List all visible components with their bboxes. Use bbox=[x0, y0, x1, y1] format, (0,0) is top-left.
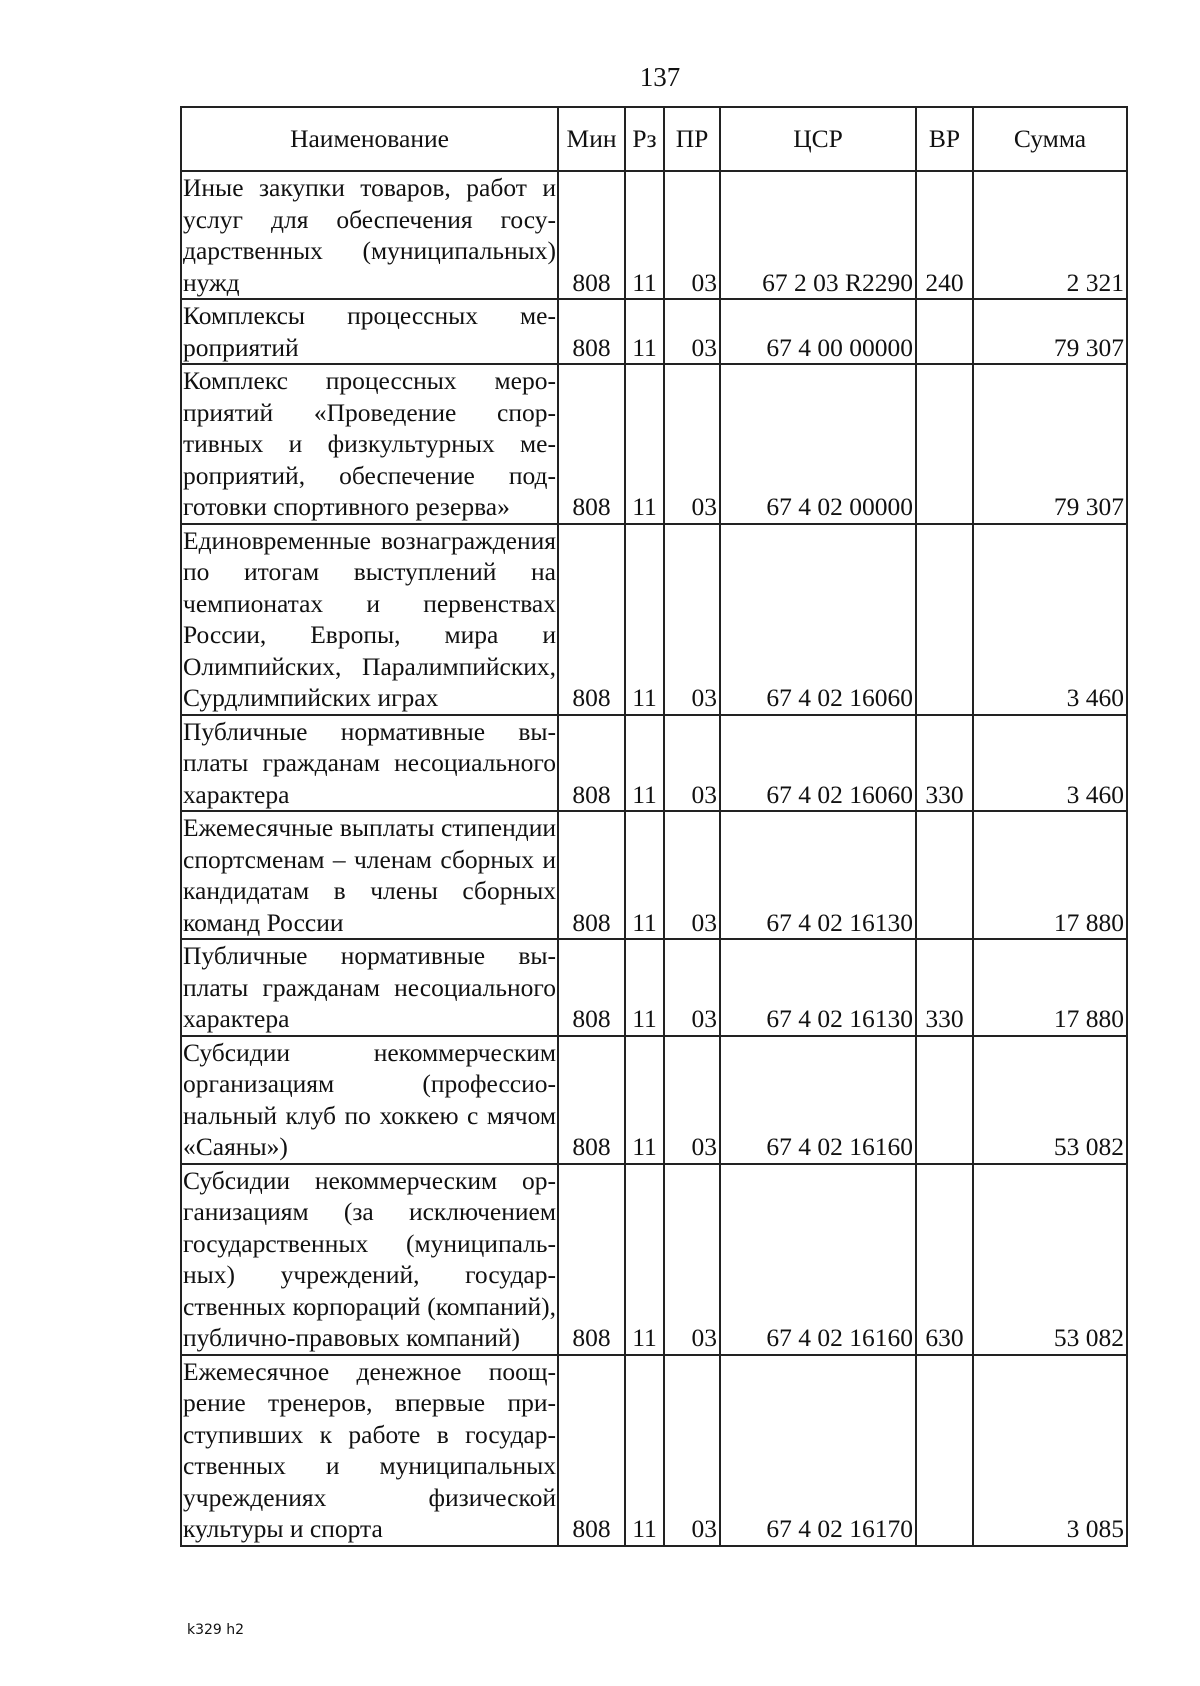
header-rz: Рз bbox=[625, 107, 664, 171]
row-pr: 03 bbox=[664, 171, 720, 299]
row-sum: 2 321 bbox=[973, 171, 1127, 299]
row-vr: 330 bbox=[916, 939, 973, 1036]
row-rz: 11 bbox=[625, 1355, 664, 1546]
row-min: 808 bbox=[558, 715, 625, 812]
row-vr bbox=[916, 1036, 973, 1164]
footer-code: k329 h2 bbox=[187, 1622, 245, 1638]
row-vr: 240 bbox=[916, 171, 973, 299]
header-sum: Сумма bbox=[973, 107, 1127, 171]
row-rz: 11 bbox=[625, 1036, 664, 1164]
row-sum: 3 085 bbox=[973, 1355, 1127, 1546]
row-pr: 03 bbox=[664, 299, 720, 364]
row-name: Комплекс процессных мероприятий «Проведение спортивных и физкультурных мероприятий, обеспечение подготовки спортивного резерва» bbox=[181, 364, 558, 524]
row-name: Ежемесячное денежное поощрение тренеров, впервые приступивших к работе в государственных и муниципальных учреждениях физической культуры и спорта bbox=[181, 1355, 558, 1546]
row-rz: 11 bbox=[625, 1164, 664, 1355]
row-csr: 67 2 03 R2290 bbox=[720, 171, 916, 299]
row-pr: 03 bbox=[664, 811, 720, 939]
row-name: Субсидии некоммерческим организациям (профессиональный клуб по хоккею с мячом «Саяны») bbox=[181, 1036, 558, 1164]
row-min: 808 bbox=[558, 939, 625, 1036]
row-rz: 11 bbox=[625, 364, 664, 524]
budget-table bbox=[180, 106, 1128, 1547]
row-csr: 67 4 02 16160 bbox=[720, 1164, 916, 1355]
row-rz: 11 bbox=[625, 171, 664, 299]
row-csr: 67 4 02 00000 bbox=[720, 364, 916, 524]
row-pr: 03 bbox=[664, 1355, 720, 1546]
row-pr: 03 bbox=[664, 364, 720, 524]
row-csr: 67 4 00 00000 bbox=[720, 299, 916, 364]
row-min: 808 bbox=[558, 364, 625, 524]
row-sum: 79 307 bbox=[973, 364, 1127, 524]
header-row bbox=[181, 107, 1127, 171]
row-pr: 03 bbox=[664, 939, 720, 1036]
row-rz: 11 bbox=[625, 715, 664, 812]
row-name: Публичные нормативные выплаты гражданам несоциального характера bbox=[181, 939, 558, 1036]
row-pr: 03 bbox=[664, 1036, 720, 1164]
row-sum: 3 460 bbox=[973, 715, 1127, 812]
row-pr: 03 bbox=[664, 715, 720, 812]
row-min: 808 bbox=[558, 1355, 625, 1546]
row-min: 808 bbox=[558, 1036, 625, 1164]
row-csr: 67 4 02 16130 bbox=[720, 811, 916, 939]
row-min: 808 bbox=[558, 1164, 625, 1355]
table-body bbox=[181, 171, 1127, 1546]
row-rz: 11 bbox=[625, 524, 664, 715]
row-pr: 03 bbox=[664, 524, 720, 715]
row-vr: 630 bbox=[916, 1164, 973, 1355]
row-sum: 53 082 bbox=[973, 1164, 1127, 1355]
row-name: Единовременные вознаграждения по итогам выступлений на чемпионатах и первенствах России, Европы, мира и Олимпийских, Паралимпийских, Сурдлимпийских играх bbox=[181, 524, 558, 715]
row-min: 808 bbox=[558, 524, 625, 715]
header-pr: ПР bbox=[664, 107, 720, 171]
header-min: Мин bbox=[558, 107, 625, 171]
row-rz: 11 bbox=[625, 939, 664, 1036]
row-name: Публичные нормативные выплаты гражданам несоциального характера bbox=[181, 715, 558, 812]
row-sum: 17 880 bbox=[973, 811, 1127, 939]
table-row bbox=[181, 811, 1127, 939]
table-row bbox=[181, 1355, 1127, 1546]
header-csr: ЦСР bbox=[720, 107, 916, 171]
row-csr: 67 4 02 16060 bbox=[720, 524, 916, 715]
row-rz: 11 bbox=[625, 811, 664, 939]
row-name: Субсидии некоммерческим организациям (за исключением государственных (муниципальных) учреждений, государственных корпораций (компаний), публично-правовых компаний) bbox=[181, 1164, 558, 1355]
table-row bbox=[181, 299, 1127, 364]
table-row bbox=[181, 524, 1127, 715]
row-sum: 53 082 bbox=[973, 1036, 1127, 1164]
row-csr: 67 4 02 16160 bbox=[720, 1036, 916, 1164]
table-row bbox=[181, 1164, 1127, 1355]
row-csr: 67 4 02 16130 bbox=[720, 939, 916, 1036]
row-sum: 79 307 bbox=[973, 299, 1127, 364]
row-sum: 3 460 bbox=[973, 524, 1127, 715]
row-min: 808 bbox=[558, 811, 625, 939]
row-name: Комплексы процессных мероприятий bbox=[181, 299, 558, 364]
row-sum: 17 880 bbox=[973, 939, 1127, 1036]
row-name: Ежемесячные выплаты стипендии спортсменам – членам сборных и кандидатам в члены сборных команд России bbox=[181, 811, 558, 939]
row-vr bbox=[916, 1355, 973, 1546]
row-vr bbox=[916, 364, 973, 524]
row-csr: 67 4 02 16060 bbox=[720, 715, 916, 812]
table-row bbox=[181, 1036, 1127, 1164]
row-vr bbox=[916, 524, 973, 715]
page-number: 137 bbox=[639, 62, 681, 92]
table-row bbox=[181, 939, 1127, 1036]
row-name: Иные закупки товаров, работ и услуг для обеспечения государственных (муниципальных) нужд bbox=[181, 171, 558, 299]
header-vr: ВР bbox=[916, 107, 973, 171]
header-name: Наименование bbox=[181, 107, 558, 171]
row-vr bbox=[916, 811, 973, 939]
table-row bbox=[181, 715, 1127, 812]
table-row bbox=[181, 364, 1127, 524]
row-rz: 11 bbox=[625, 299, 664, 364]
row-csr: 67 4 02 16170 bbox=[720, 1355, 916, 1546]
row-min: 808 bbox=[558, 299, 625, 364]
row-vr: 330 bbox=[916, 715, 973, 812]
row-vr bbox=[916, 299, 973, 364]
row-min: 808 bbox=[558, 171, 625, 299]
table-row bbox=[181, 171, 1127, 299]
row-pr: 03 bbox=[664, 1164, 720, 1355]
